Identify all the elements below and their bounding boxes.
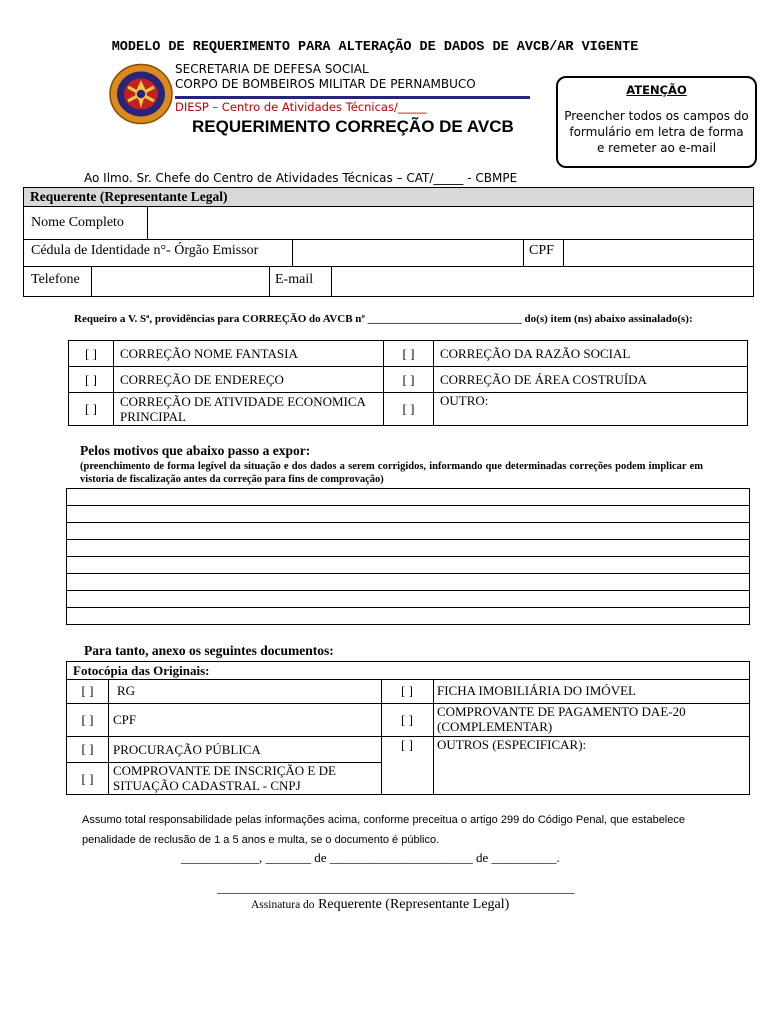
checkbox-cnpj[interactable]: [ ] bbox=[81, 771, 94, 786]
cpf-label: CPF bbox=[529, 243, 554, 258]
checkbox-outros[interactable]: [ ] bbox=[401, 737, 413, 752]
doc-cnpj: COMPROVANTE DE INSCRIÇÃO E DE SITUAÇÃO CADASTRAL - CNPJ bbox=[113, 763, 336, 793]
documents-header: Fotocópia das Originais: bbox=[73, 663, 210, 678]
reasons-box[interactable] bbox=[66, 488, 750, 625]
checkbox-nome-fantasia[interactable]: [ ] bbox=[69, 341, 114, 367]
declaration-text: Assumo total responsabilidade pelas informações acima, conforme preceitua o artigo 299 do Código Penal, que estabelece penalidade de reclusão de 1 a 5 anos e multa, se o documento é público. bbox=[82, 814, 685, 846]
request-text: Requeiro a V. Sª, providências para CORREÇÃO do AVCB nº ____________________________ do(s) item (ns) abaixo assinalado(s): bbox=[74, 313, 693, 325]
checkbox-ficha-imobiliaria[interactable]: [ ] bbox=[401, 683, 413, 698]
checkbox-procuracao[interactable]: [ ] bbox=[81, 741, 94, 756]
org-secretaria: SECRETARIA DE DEFESA SOCIAL bbox=[175, 62, 369, 76]
signature-prefix: Assinatura do bbox=[251, 899, 315, 911]
option-endereco: CORREÇÃO DE ENDEREÇO bbox=[114, 367, 384, 393]
cbmpe-emblem-icon bbox=[108, 63, 174, 125]
phone-field[interactable] bbox=[92, 266, 269, 296]
checkbox-cpf[interactable]: [ ] bbox=[81, 712, 94, 727]
checkbox-outro[interactable]: [ ] bbox=[384, 393, 434, 426]
doc-ficha-imobiliaria: FICHA IMOBILIÁRIA DO IMÓVEL bbox=[437, 683, 636, 698]
reasons-title: Pelos motivos que abaixo passo a expor: bbox=[80, 443, 311, 458]
option-nome-fantasia: CORREÇÃO NOME FANTASIA bbox=[114, 341, 384, 367]
doc-outros: OUTROS (ESPECIFICAR): bbox=[437, 737, 587, 752]
signature-role: Requerente (Representante Legal) bbox=[318, 897, 510, 912]
doc-dae20: COMPROVANTE DE PAGAMENTO DAE-20 (COMPLEMENTAR) bbox=[437, 704, 686, 734]
name-field[interactable] bbox=[148, 206, 753, 239]
email-label: E-mail bbox=[275, 272, 314, 287]
checkbox-rg[interactable]: [ ] bbox=[81, 683, 94, 698]
cpf-field[interactable] bbox=[564, 239, 753, 266]
checkbox-area-construida[interactable]: [ ] bbox=[384, 367, 434, 393]
doc-cpf: CPF bbox=[113, 712, 137, 727]
corrections-table bbox=[68, 340, 748, 426]
option-atividade-economica: CORREÇÃO DE ATIVIDADE ECONOMICA PRINCIPAL bbox=[114, 393, 384, 426]
option-outro: OUTRO: bbox=[434, 393, 748, 426]
date-line[interactable]: ____________, _______ de ______________________ de __________. bbox=[181, 850, 560, 865]
option-area-construida: CORREÇÃO DE ÁREA COSTRUÍDA bbox=[434, 367, 748, 393]
id-label: Cédula de Identidade n°- Órgão Emissor bbox=[31, 243, 259, 258]
documents-section bbox=[66, 661, 750, 795]
email-field[interactable] bbox=[332, 266, 753, 296]
checkbox-razao-social[interactable]: [ ] bbox=[384, 341, 434, 367]
form-title: REQUERIMENTO CORREÇÃO DE AVCB bbox=[192, 117, 514, 136]
applicant-section-header: Requerente (Representante Legal) bbox=[24, 188, 753, 207]
header-rule bbox=[175, 96, 530, 99]
checkbox-endereco[interactable]: [ ] bbox=[69, 367, 114, 393]
phone-label: Telefone bbox=[31, 272, 80, 287]
addressee-line: Ao Ilmo. Sr. Chefe do Centro de Atividades Técnicas – CAT/_____ - CBMPE bbox=[84, 171, 518, 185]
id-field[interactable] bbox=[293, 239, 523, 266]
signature-line[interactable]: _______________________________________________________ bbox=[217, 880, 575, 895]
attention-text: Preencher todos os campos do formulário em letra de forma e remeter ao e-mail bbox=[564, 109, 749, 155]
attention-title: ATENÇÃO bbox=[626, 83, 687, 97]
applicant-section bbox=[23, 187, 754, 297]
org-corpo-bombeiros: CORPO DE BOMBEIROS MILITAR DE PERNAMBUCO bbox=[175, 77, 476, 91]
signature-caption bbox=[251, 897, 509, 913]
checkbox-atividade-economica[interactable]: [ ] bbox=[69, 393, 114, 426]
documents-title: Para tanto, anexo os seguintes documentos: bbox=[84, 643, 334, 658]
attention-box bbox=[556, 76, 757, 168]
doc-procuracao: PROCURAÇÃO PÚBLICA bbox=[113, 742, 261, 757]
name-label: Nome Completo bbox=[31, 215, 124, 230]
reasons-note: (preenchimento de forma legível da situação e dos dados a serem corrigidos, informando que determinadas correções podem implicar em vistoria de fiscalização antes da correção para fins de comprovação) bbox=[80, 461, 703, 485]
checkbox-dae20[interactable]: [ ] bbox=[401, 712, 413, 727]
doc-rg: RG bbox=[117, 683, 136, 698]
option-razao-social: CORREÇÃO DA RAZÃO SOCIAL bbox=[434, 341, 748, 367]
document-title: MODELO DE REQUERIMENTO PARA ALTERAÇÃO DE DADOS DE AVCB/AR VIGENTE bbox=[111, 40, 639, 55]
diesp-department: DIESP – Centro de Atividades Técnicas/_____ bbox=[175, 100, 427, 114]
